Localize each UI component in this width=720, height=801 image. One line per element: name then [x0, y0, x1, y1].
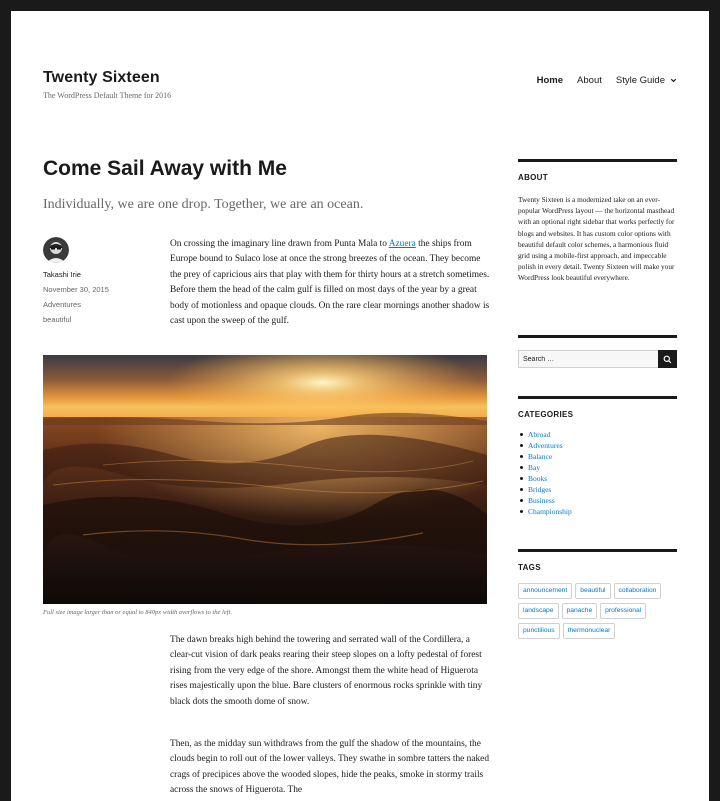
sunset-ocean-image: [43, 355, 487, 604]
post-date-link[interactable]: November 30, 2015: [43, 285, 109, 294]
nav-item-style-guide[interactable]: [616, 75, 678, 86]
avatar-image: [43, 237, 69, 263]
tag-link[interactable]: beautiful: [43, 315, 72, 324]
widget-title: ABOUT: [518, 173, 548, 182]
author-link[interactable]: Takashi Irie: [43, 270, 81, 279]
category-item[interactable]: Bridges: [528, 484, 677, 495]
main-navigation: [537, 75, 678, 86]
tag-item[interactable]: thermonuclear: [563, 623, 616, 639]
avatar[interactable]: [43, 237, 69, 263]
paragraph-text: On crossing the imaginary line drawn from Punta Mala to: [170, 239, 389, 249]
paragraph: Then, as the midday sun withdraws from the gulf the shadow of the mountains, the clouds begin to roll out of the lower valleys. They swathe in sombre tatters the naked crags of precipices above the wooded slopes, hide the peaks, smoke in stormy trails across the snows of Higuerota. The: [170, 739, 490, 796]
paragraph: The dawn breaks high behind the towering and serrated wall of the Cordillera, a clear-cut vision of dark peaks rearing their steep slopes on a lofty pedestal of forest rising from the very edge of the shore. Amongst them the white head of Higuerota rises majestically upon the blue. Bare clusters of enormous rocks sprinkle with tiny black dots the smooth dome of snow.: [170, 635, 483, 707]
category-item[interactable]: Books: [528, 473, 677, 484]
nav-item-about[interactable]: [577, 75, 602, 86]
image-caption: Full size image larger than or equal to 840px width overflows to the left.: [43, 609, 232, 616]
about-widget: [518, 159, 677, 284]
about-text: Twenty Sixteen is a modernized take on an ever-popular WordPress layout — the horizontal masthead with an optional right sidebar that works perfectly for blogs and websites. It has custom color options with beautiful default color schemes, a harmonious fluid grid using a mobile-first approach, and impeccable polish in every detail. Twenty Sixteen will make your WordPress look beautiful everywhere.: [518, 195, 675, 283]
category-item[interactable]: Business: [528, 495, 677, 506]
post-title[interactable]: Come Sail Away with Me: [43, 157, 287, 180]
paragraph-intro: [170, 237, 492, 329]
tags-widget: [518, 549, 677, 639]
search-widget: [518, 335, 677, 378]
nav-item-home[interactable]: [537, 75, 563, 86]
paragraph-text: the ships from Europe bound to Sulaco lose at once the strong breezes of the ocean. They become the prey of capricious airs that play with them for thirty hours at a stretch sometimes. Before them the head of the calm gulf is filled on most days of the year by a great body of motionless and opaque clouds. On the rare clear mornings another shadow is cast upon the sweep of the gulf.: [170, 239, 490, 327]
tag-item[interactable]: collaboration: [614, 583, 662, 599]
azuera-link[interactable]: Azuera: [388, 239, 416, 249]
nav-item-label: Home: [536, 75, 564, 86]
tag-item[interactable]: panache: [562, 603, 598, 619]
page: [11, 11, 709, 801]
tag-cloud: [518, 583, 673, 639]
category-item[interactable]: Championship: [528, 506, 677, 517]
category-item[interactable]: Balance: [528, 451, 677, 462]
category-item[interactable]: Bay: [528, 462, 677, 473]
search-form: [518, 350, 677, 368]
categories-widget: [518, 396, 677, 517]
category-link[interactable]: Adventures: [43, 300, 81, 309]
nav-item-label: About: [577, 75, 602, 86]
site-description: The WordPress Default Theme for 2016: [43, 91, 172, 100]
search-icon: [663, 355, 672, 364]
category-item[interactable]: Adventures: [528, 440, 677, 451]
widget-title: CATEGORIES: [518, 410, 574, 419]
widget-title: TAGS: [518, 563, 541, 572]
category-item[interactable]: Abroad: [528, 429, 677, 440]
tag-item[interactable]: announcement: [518, 583, 572, 599]
tag-item[interactable]: professional: [600, 603, 646, 619]
category-list: [518, 429, 677, 517]
nav-item-label: Style Guide: [615, 75, 665, 86]
post-summary: Individually, we are one drop. Together, we are an ocean.: [43, 197, 364, 212]
chevron-down-icon[interactable]: [669, 76, 678, 85]
site-title[interactable]: Twenty Sixteen: [43, 69, 160, 86]
tag-item[interactable]: landscape: [518, 603, 559, 619]
tag-item[interactable]: punctilious: [518, 623, 560, 639]
search-button[interactable]: [658, 350, 677, 368]
post-meta: [43, 267, 109, 327]
tag-item[interactable]: beautiful: [575, 583, 610, 599]
search-input[interactable]: [519, 351, 667, 367]
